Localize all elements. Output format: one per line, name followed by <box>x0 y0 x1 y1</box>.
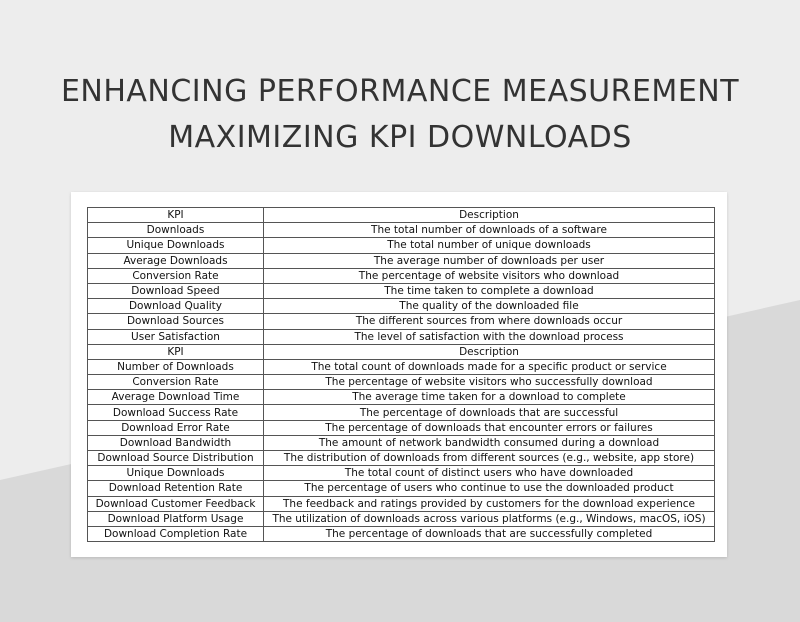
table-row <box>88 329 715 344</box>
description-cell[interactable]: The different sources from where downloads occur <box>264 314 715 329</box>
kpi-cell[interactable]: Download Retention Rate <box>88 481 264 496</box>
table-row <box>88 268 715 283</box>
description-cell[interactable]: The quality of the downloaded file <box>264 299 715 314</box>
table-row <box>88 511 715 526</box>
table-row <box>88 283 715 298</box>
spreadsheet-page <box>71 192 727 557</box>
description-cell[interactable]: The percentage of downloads that are successful <box>264 405 715 420</box>
kpi-cell[interactable]: User Satisfaction <box>88 329 264 344</box>
kpi-cell[interactable]: KPI <box>88 344 264 359</box>
table-row <box>88 420 715 435</box>
description-cell[interactable]: The percentage of downloads that encounter errors or failures <box>264 420 715 435</box>
kpi-cell[interactable]: Number of Downloads <box>88 359 264 374</box>
table-row <box>88 253 715 268</box>
description-cell[interactable]: The percentage of users who continue to use the downloaded product <box>264 481 715 496</box>
table-row <box>88 208 715 223</box>
kpi-cell[interactable]: Download Source Distribution <box>88 451 264 466</box>
table-row <box>88 299 715 314</box>
table-row <box>88 344 715 359</box>
description-cell[interactable]: The level of satisfaction with the download process <box>264 329 715 344</box>
table-row <box>88 375 715 390</box>
table-row <box>88 466 715 481</box>
page-subtitle: MAXIMIZING KPI DOWNLOADS <box>168 120 632 155</box>
kpi-cell[interactable]: Download Platform Usage <box>88 511 264 526</box>
description-cell[interactable]: The amount of network bandwidth consumed during a download <box>264 435 715 450</box>
kpi-cell[interactable]: Conversion Rate <box>88 375 264 390</box>
table-row <box>88 223 715 238</box>
kpi-cell[interactable]: Conversion Rate <box>88 268 264 283</box>
description-cell[interactable]: The percentage of downloads that are successfully completed <box>264 526 715 541</box>
table-row <box>88 481 715 496</box>
description-cell[interactable]: The utilization of downloads across various platforms (e.g., Windows, macOS, iOS) <box>264 511 715 526</box>
description-cell[interactable]: The total number of unique downloads <box>264 238 715 253</box>
table-row <box>88 390 715 405</box>
description-cell[interactable]: The feedback and ratings provided by customers for the download experience <box>264 496 715 511</box>
description-cell[interactable]: The percentage of website visitors who download <box>264 268 715 283</box>
table-row <box>88 526 715 541</box>
description-cell[interactable]: The time taken to complete a download <box>264 283 715 298</box>
description-cell[interactable]: The percentage of website visitors who successfully download <box>264 375 715 390</box>
page-title: ENHANCING PERFORMANCE MEASUREMENT <box>60 74 740 109</box>
table-row <box>88 405 715 420</box>
kpi-cell[interactable]: Unique Downloads <box>88 466 264 481</box>
description-cell[interactable]: The average number of downloads per user <box>264 253 715 268</box>
table-row <box>88 451 715 466</box>
description-cell[interactable]: The total count of downloads made for a specific product or service <box>264 359 715 374</box>
kpi-cell[interactable]: Download Sources <box>88 314 264 329</box>
kpi-cell[interactable]: Average Downloads <box>88 253 264 268</box>
table-row <box>88 314 715 329</box>
kpi-cell[interactable]: Download Quality <box>88 299 264 314</box>
kpi-table-body <box>88 208 715 542</box>
kpi-cell[interactable]: Download Error Rate <box>88 420 264 435</box>
kpi-cell[interactable]: Download Bandwidth <box>88 435 264 450</box>
description-cell[interactable]: Description <box>264 208 715 223</box>
kpi-cell[interactable]: Unique Downloads <box>88 238 264 253</box>
kpi-cell[interactable]: Download Completion Rate <box>88 526 264 541</box>
table-row <box>88 496 715 511</box>
description-cell[interactable]: The total count of distinct users who have downloaded <box>264 466 715 481</box>
kpi-cell[interactable]: Download Speed <box>88 283 264 298</box>
description-cell[interactable]: The total number of downloads of a software <box>264 223 715 238</box>
description-cell[interactable]: The distribution of downloads from different sources (e.g., website, app store) <box>264 451 715 466</box>
kpi-cell[interactable]: Download Success Rate <box>88 405 264 420</box>
table-row <box>88 435 715 450</box>
kpi-cell[interactable]: Downloads <box>88 223 264 238</box>
kpi-table <box>87 207 715 542</box>
description-cell[interactable]: Description <box>264 344 715 359</box>
kpi-cell[interactable]: Download Customer Feedback <box>88 496 264 511</box>
kpi-cell[interactable]: KPI <box>88 208 264 223</box>
kpi-cell[interactable]: Average Download Time <box>88 390 264 405</box>
table-row <box>88 359 715 374</box>
table-row <box>88 238 715 253</box>
description-cell[interactable]: The average time taken for a download to complete <box>264 390 715 405</box>
